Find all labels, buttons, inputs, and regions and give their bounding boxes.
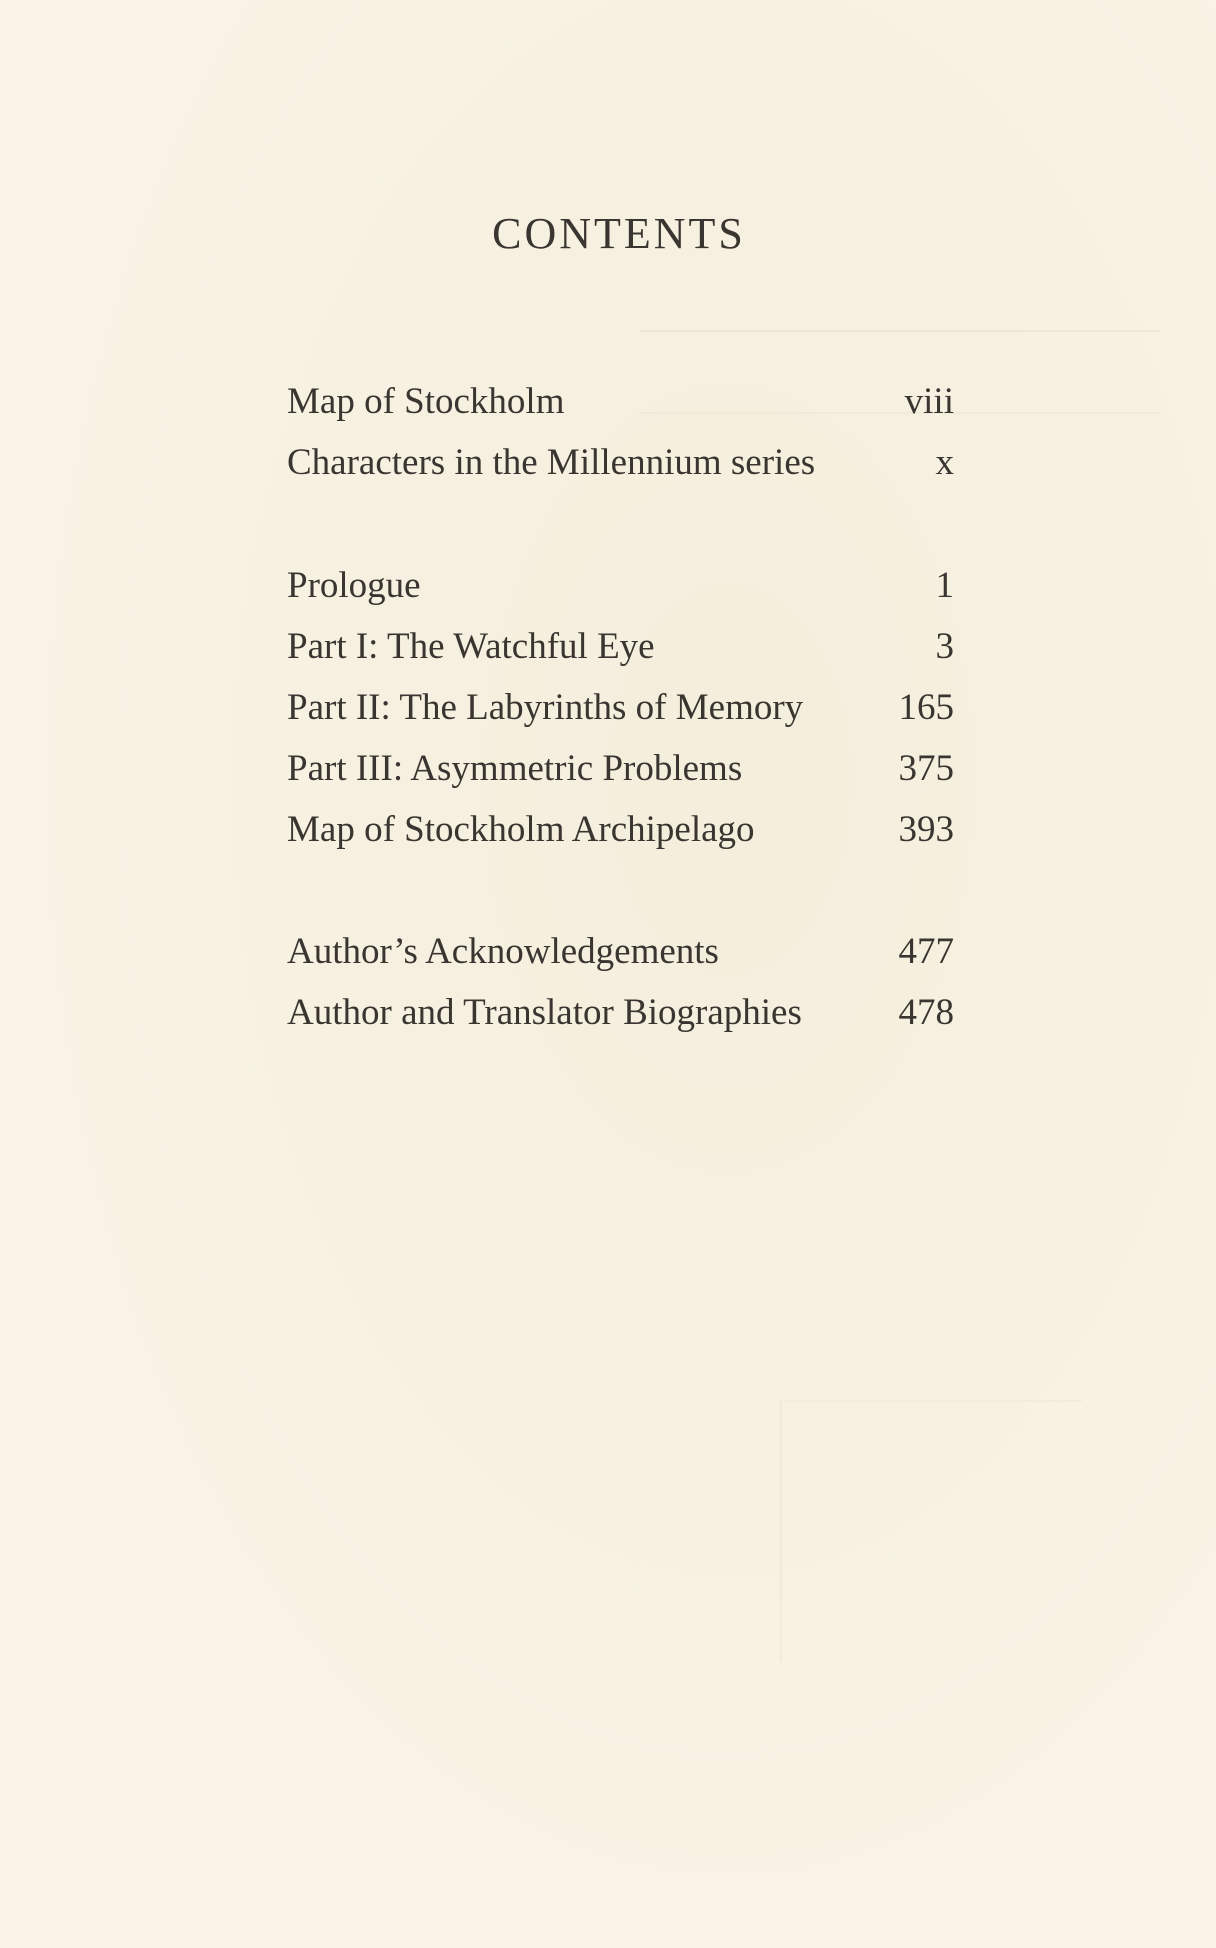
toc-entry — [287, 799, 954, 860]
toc-entry — [287, 677, 954, 738]
toc-entry-title: Characters in the Millennium series — [287, 442, 816, 483]
toc-entry-page: 393 — [898, 809, 954, 850]
toc-entry-title: Author and Translator Biographies — [287, 992, 802, 1033]
toc-entry-page: 165 — [898, 687, 954, 728]
contents-heading: CONTENTS — [492, 209, 746, 258]
toc-entry-title: Map of Stockholm Archipelago — [287, 809, 755, 850]
toc-entry — [287, 738, 954, 799]
toc-entry-title: Prologue — [287, 565, 421, 606]
toc-entry-page: 477 — [898, 931, 954, 972]
toc-entry-title: Part II: The Labyrinths of Memory — [287, 687, 804, 728]
toc-entry-title: Author’s Acknowledgements — [287, 931, 719, 972]
toc-entry — [287, 555, 954, 616]
toc-entry — [287, 982, 954, 1043]
toc-entry-title: Map of Stockholm — [287, 381, 565, 422]
toc-entry — [287, 371, 954, 432]
back-matter-list — [287, 921, 954, 1043]
front-matter-list — [287, 371, 954, 493]
toc-entry-title: Part I: The Watchful Eye — [287, 626, 655, 667]
toc-entry-page: 3 — [935, 626, 954, 667]
toc-entry-title: Part III: Asymmetric Problems — [287, 748, 743, 789]
toc-entry-page: viii — [904, 381, 954, 422]
toc-entry — [287, 432, 954, 493]
toc-entry-page: 478 — [898, 992, 954, 1033]
toc-entry-page: 375 — [898, 748, 954, 789]
show-through-mark — [780, 1400, 1082, 1662]
toc-entry-page: x — [935, 442, 954, 483]
toc-entry-page: 1 — [935, 565, 954, 606]
toc-entry — [287, 616, 954, 677]
main-entries-list — [287, 555, 954, 860]
toc-entry — [287, 921, 954, 982]
